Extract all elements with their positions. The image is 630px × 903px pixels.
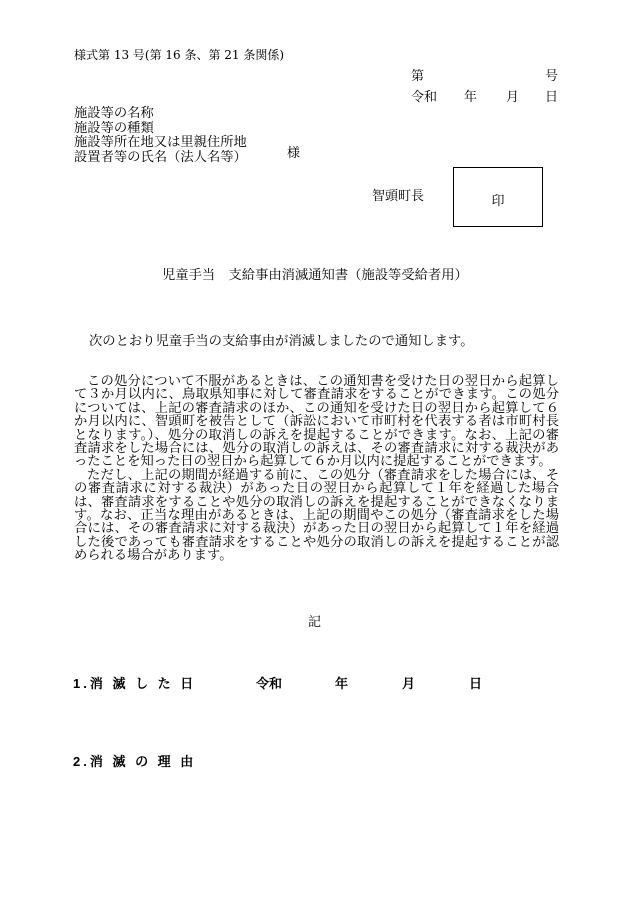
doc-number-suffix: 号 [545, 69, 559, 84]
header-date-month: 月 [506, 90, 520, 105]
seal-box [453, 167, 543, 227]
appeal-notice [74, 375, 559, 563]
item1-era: 令和 [256, 676, 283, 691]
field-facility-name: 施設等の名称 [74, 106, 154, 121]
appeal-paragraph-1: この処分について不服があるときは、この通知書を受けた日の翌日から起算して３か月以内に、鳥取県知事に対して審査請求をすることができます。この処分については、上記の審査請求のほか、この通知を受けた日の翌日から起算して６か月以内に、智頭町を被告として（訴訟において市町村を代表する者は市町村長となります。）、処分の取消しの訴えを提起することができます。なお、上記の審査請求をした場合には、処分の取消しの訴えは、その審査請求に対する裁決があったことを知った日の翌日から起算して６か月以内に提起することができます。 [74, 374, 559, 470]
appeal-paragraph-2: ただし、上記の期間が経過する前に、この処分（審査請求をした場合には、その審査請求に対する裁決）があった日の翌日から起算して１年を経過した場合は、審査請求をすることや処分の取消しの訴えを提起することができなくなります。なお、正当な理由があるときは、上記の期間やこの処分（審査請求をした場合には、その審査請求に対する裁決）があった日の翌日から起算して１年を経過した後であっても審査請求をすることや処分の取消しの訴えを提起することが認められる場合があります。 [74, 467, 559, 564]
header-date-day: 日 [545, 90, 559, 105]
honorific: 様 [287, 146, 301, 161]
issuer-title: 智頭町長 [372, 189, 425, 204]
intro-text: 次のとおり児童手当の支給事由が消滅しましたので通知します。 [89, 334, 474, 349]
item1-year: 年 [335, 676, 349, 691]
recipient-fields [74, 107, 247, 165]
item1-label: 1.消 滅 し た 日 [73, 676, 197, 691]
document-title: 児童手当 支給事由消滅通知書（施設等受給者用） [162, 268, 468, 283]
header-date-era: 令和 [411, 90, 438, 105]
seal-label: 印 [491, 194, 505, 209]
item1-day: 日 [469, 676, 483, 691]
field-operator-name: 設置者等の氏名（法人名等） [74, 149, 247, 165]
field-facility-type: 施設等の種類 [74, 120, 154, 136]
item2-label: 2.消 滅 の 理 由 [73, 754, 197, 769]
item1-month: 月 [402, 676, 416, 691]
doc-number-prefix: 第 [411, 69, 425, 84]
ki-heading: 記 [308, 615, 322, 630]
form-number: 様式第 13 号(第 16 条、第 21 条関係) [74, 48, 285, 62]
field-facility-address: 施設等所在地又は里親住所地 [74, 135, 247, 150]
header-date-year: 年 [464, 90, 478, 105]
